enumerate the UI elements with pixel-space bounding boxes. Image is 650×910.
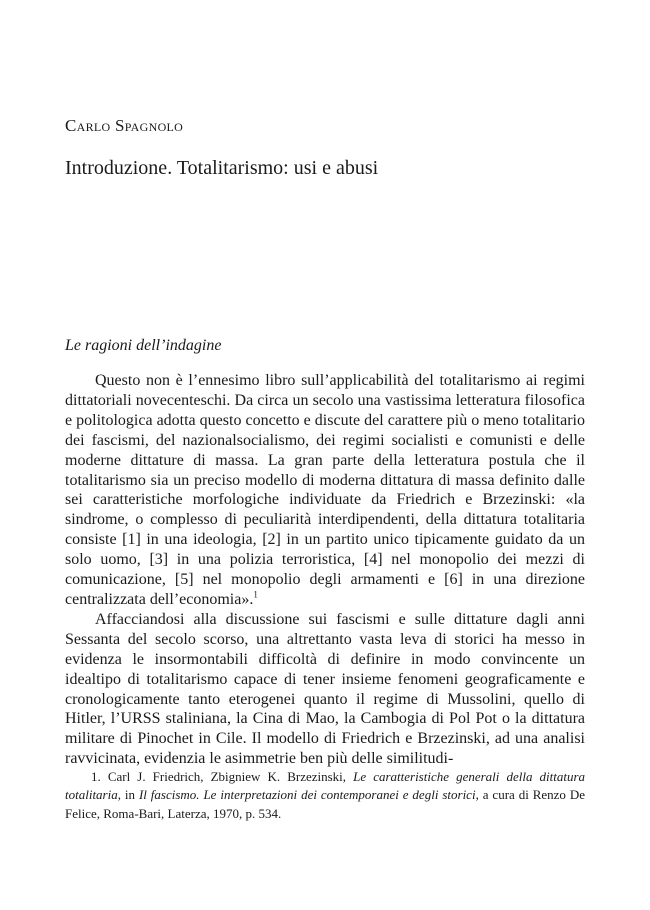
paragraph-text: Questo non è l’ennesimo libro sull’applicabilità del totalitarismo ai regimi dittatoriali novecenteschi. Da circa un secolo una vastissima letteratura filosofica e politologica adotta questo concetto e discute del carattere più o meno totalitario dei fascismi, del nazionalsocialismo, dei regimi socialisti e comunisti e delle moderne dittature di massa. La gran parte della letteratura postula che il totalitarismo sia un preciso modello di moderna dittatura di massa definito dalle sei caratteristiche morfologiche individuate da Friedrich e Brzezinski: «la sindrome, o complesso di peculiarità interdipendenti, della dittatura totalitaria consiste [1] in una ideologia, [2] in un partito unico tipicamente guidato da un solo uomo, [3] in una polizia terroristica, [4] nel monopolio dei mezzi di comunicazione, [5] nel monopolio degli armamenti e [6] in una direzione centralizzata dell’economia».: [65, 372, 585, 608]
footnote-rest: , a cura di Renzo De Felice, Roma-Bari, Laterza, 1970, p. 534.: [65, 787, 586, 821]
footnote-authors: Carl J. Friedrich, Zbigniew K. Brzezinski,: [107, 769, 347, 784]
paragraph-text: Affacciandosi alla discussione sui fascismi e sulle dittature dagli anni Sessanta del secolo scorso, una altrettanto vasta leva di storici ha messo in evidenza le insormontabili difficoltà di definire in modo convincente un idealtipo di totalitarismo capace di tener insieme fenomeni geograficamente e cronologicamente tanto eterogenei quanto il regime di Mussolini, quello di Hitler, l’URSS staliniana, la Cina di Mao, la Cambogia di Pol Pot o la dittatura militare di Pinochet in Cile. Il modello di Friedrich e Brzezinski, ad una analisi ravvicinata, evidenzia le asimmetrie ben più delle similitudi-: [65, 610, 585, 768]
footnote-volume-title: Il fascismo. Le interpretazioni dei contemporanei e degli storici: [138, 787, 476, 803]
footnote-work-title: Le caratteristiche generali della dittatura totalitaria: [65, 769, 586, 803]
paragraph: [65, 371, 585, 610]
footnote-reference[interactable]: 1: [253, 589, 258, 600]
footnote-number: 1.: [91, 769, 101, 784]
footnote: [65, 768, 585, 823]
chapter-title: Introduzione. Totalitarismo: usi e abusi: [65, 157, 379, 179]
body-text: [65, 371, 585, 769]
chapter-author: Carlo Spagnolo: [65, 116, 184, 135]
footnote-in-label: , in: [117, 787, 136, 803]
paragraph: [65, 610, 585, 769]
section-heading: Le ragioni dell’indagine: [65, 337, 222, 354]
